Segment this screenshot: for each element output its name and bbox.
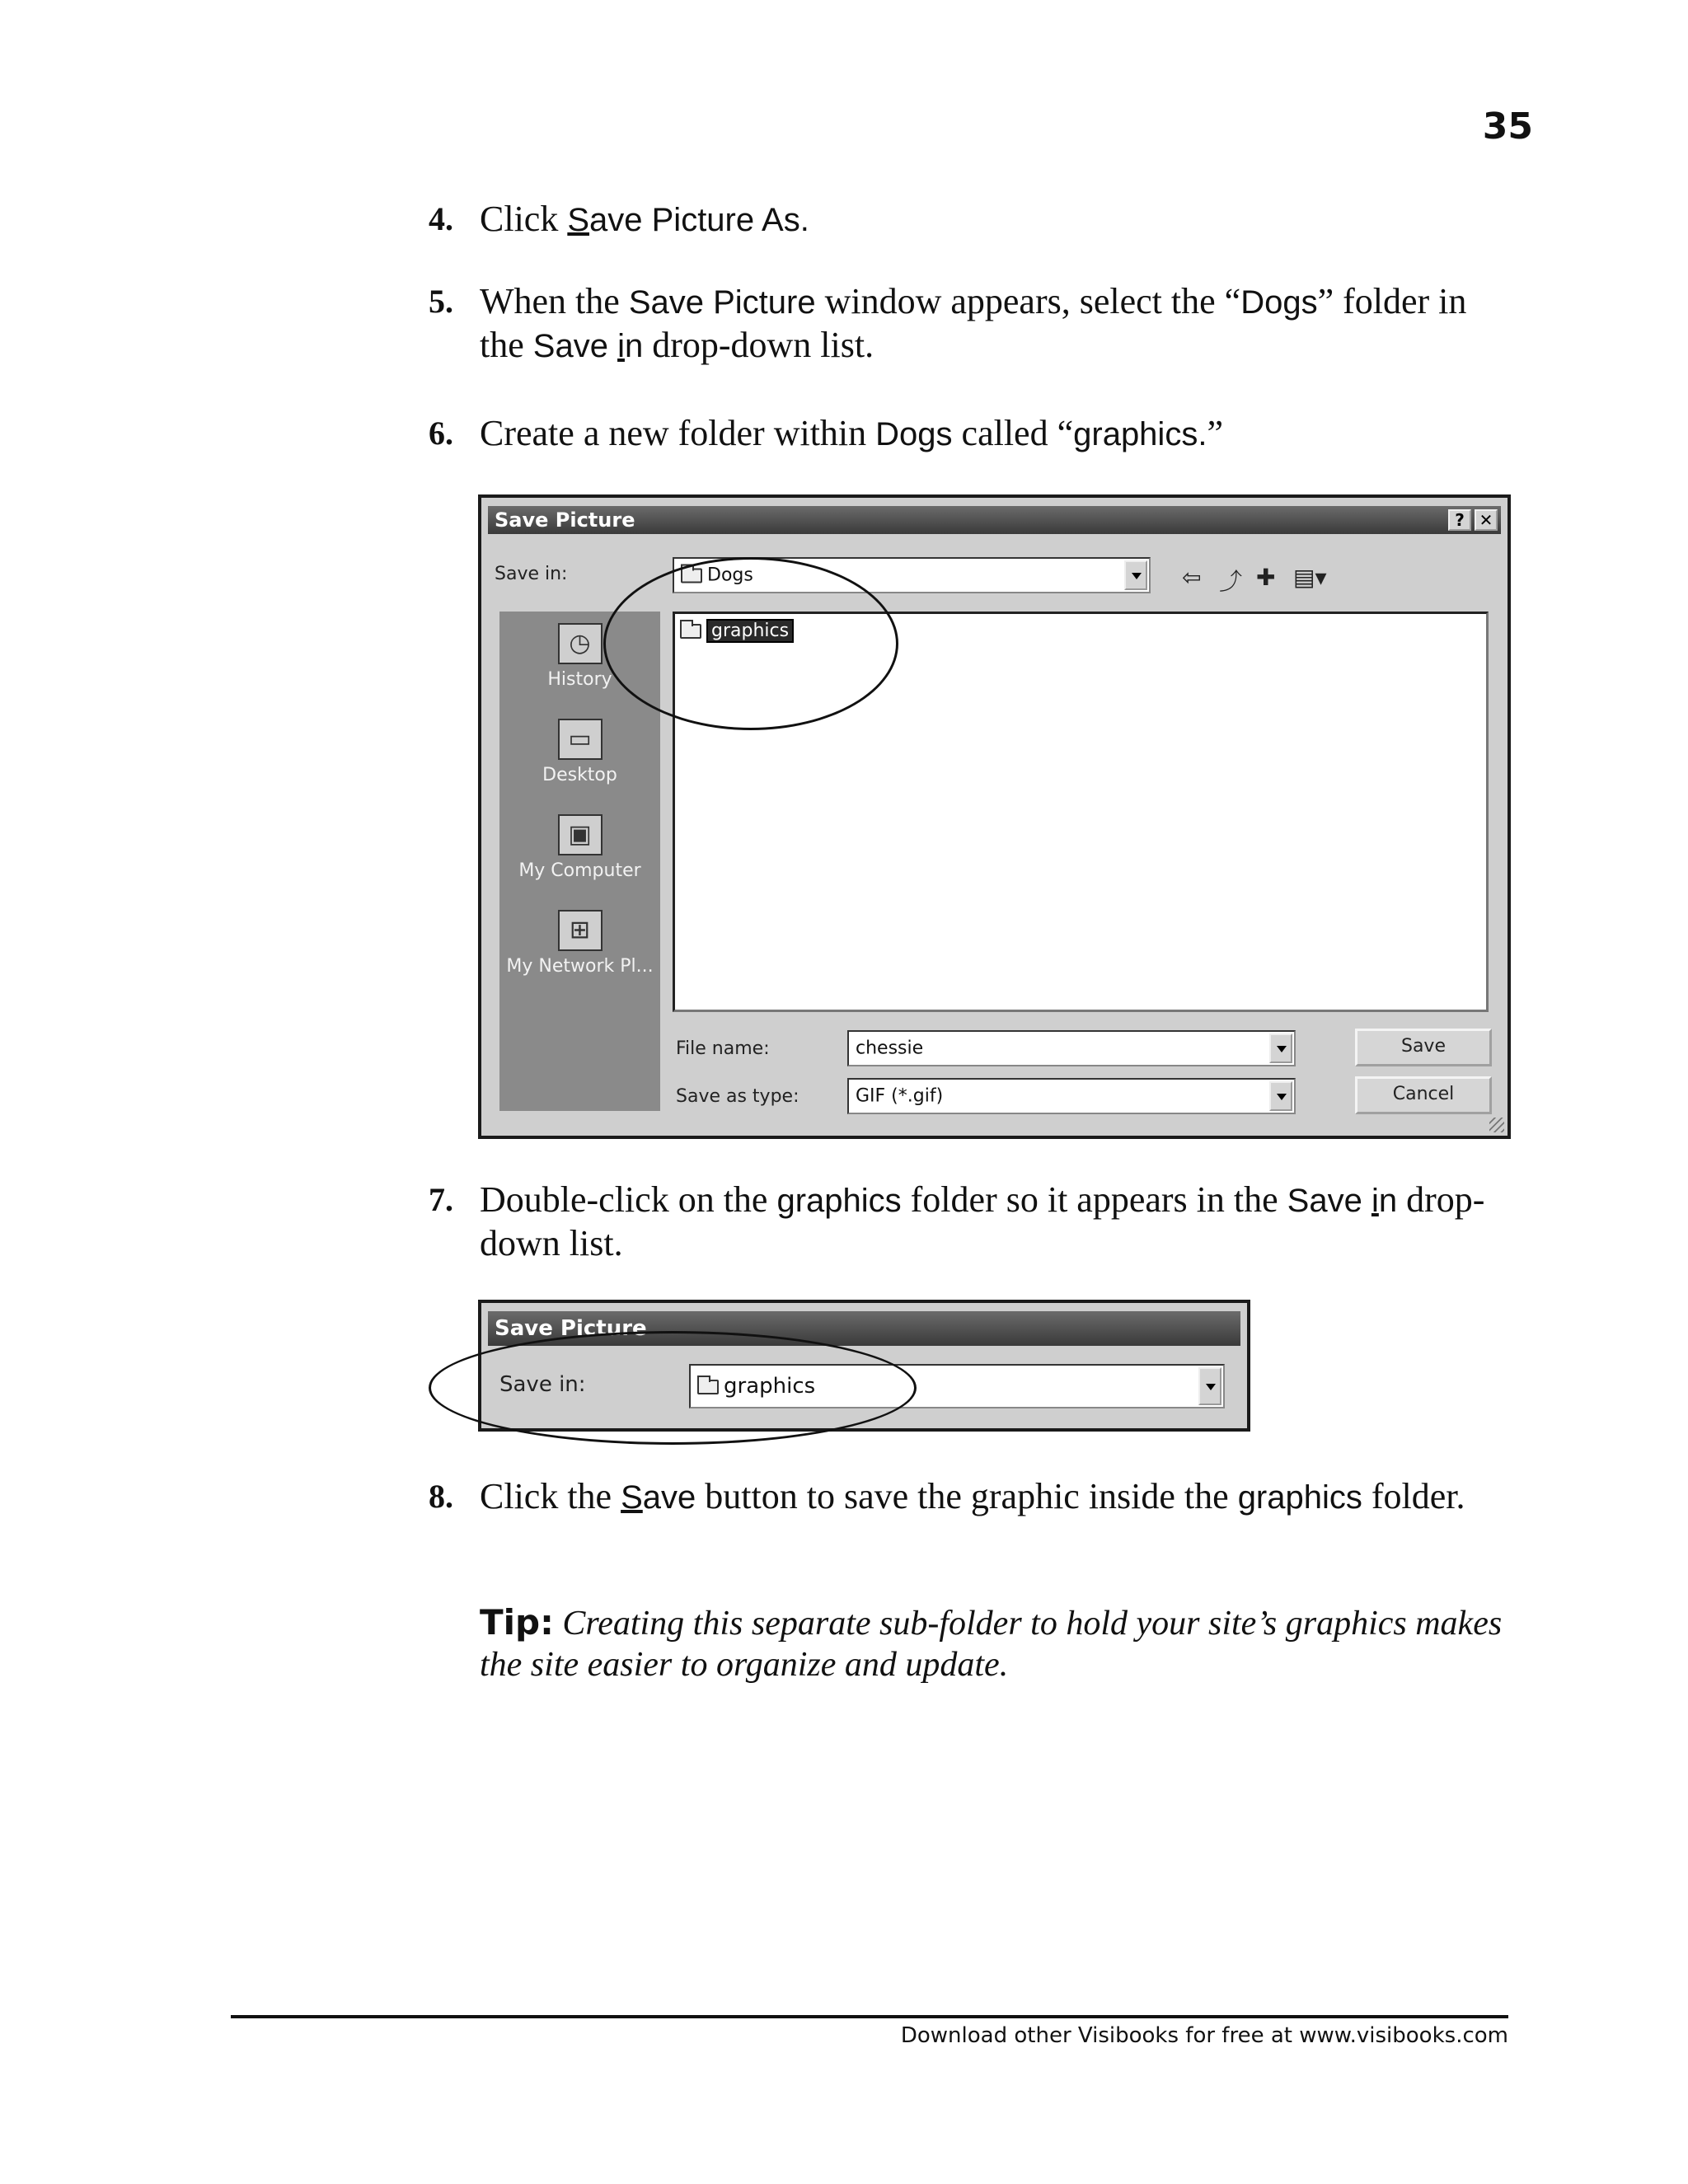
highlight-circle: [603, 557, 898, 730]
back-arrow-icon[interactable]: ⇦: [1182, 564, 1202, 591]
ui-term: graphics: [776, 1183, 902, 1219]
tip-text: Creating this separate sub-folder to hold your site’s graphics makes the site easier to organize and update.: [480, 1605, 1503, 1684]
step-text: folder so it appears in the: [901, 1179, 1287, 1220]
file-name-label: File name:: [676, 1038, 770, 1059]
footer-rule: [231, 2015, 1508, 2018]
dropdown-arrow-icon[interactable]: [1269, 1081, 1292, 1111]
save-in-value: graphics: [724, 1374, 816, 1399]
step-text: drop-down list.: [643, 325, 874, 365]
menu-item-name: ave Picture As.: [589, 202, 809, 238]
network-icon: ⊞: [558, 910, 603, 951]
computer-icon: ▣: [558, 814, 603, 855]
step-8: [429, 1475, 1508, 1519]
save-button[interactable]: Save: [1355, 1029, 1492, 1066]
save-in-value: Dogs: [707, 565, 753, 586]
dialog-title-bar: [488, 506, 1501, 534]
footer-text: Download other Visibooks for free at www.visibooks.com: [900, 2023, 1508, 2048]
ui-mnemonic: i: [1371, 1183, 1379, 1219]
step-text: ” folder in the: [480, 281, 1467, 365]
page-number: 35: [1482, 105, 1533, 148]
ui-term: Save: [1287, 1183, 1372, 1219]
step-4: [429, 198, 1508, 241]
tip-label: Tip:: [480, 1602, 554, 1643]
menu-mnemonic: S: [567, 202, 590, 238]
save-picture-dialog: [478, 494, 1511, 1139]
place-my-computer[interactable]: [499, 814, 660, 881]
help-button[interactable]: ?: [1448, 509, 1471, 531]
step-number: 4.: [429, 200, 453, 237]
new-folder-icon[interactable]: ✚: [1256, 564, 1276, 591]
file-name-field[interactable]: [847, 1030, 1296, 1066]
step-text: window appears, select the “: [815, 281, 1241, 321]
save-type-dropdown[interactable]: [847, 1078, 1296, 1114]
save-in-label: Save in:: [495, 564, 568, 584]
step-text: folder.: [1362, 1476, 1465, 1516]
step-5: [429, 280, 1508, 368]
step-text: called “: [952, 413, 1074, 453]
resize-grip[interactable]: [1489, 1118, 1504, 1132]
ui-term: graphics.: [1073, 416, 1207, 452]
ui-mnemonic: S: [621, 1479, 643, 1516]
ui-term: ave: [642, 1479, 696, 1516]
dropdown-arrow-icon[interactable]: [1269, 1033, 1292, 1063]
save-in-label: Save in:: [499, 1372, 586, 1397]
dialog-title: Save Picture: [495, 509, 635, 532]
place-label: My Computer: [518, 860, 641, 881]
ui-term: n: [1378, 1183, 1398, 1219]
file-name-value: chessie: [856, 1038, 924, 1059]
step-text: Click the: [480, 1476, 621, 1516]
step-7: [429, 1179, 1508, 1265]
step-text: ”: [1207, 413, 1223, 453]
step-number: 5.: [429, 283, 453, 320]
place-label: Desktop: [542, 765, 617, 785]
history-icon: ◷: [558, 623, 603, 664]
ui-term: Dogs: [1240, 284, 1318, 321]
up-folder-icon[interactable]: ⤴: [1219, 568, 1243, 595]
step-text: Double-click on the: [480, 1179, 777, 1220]
ui-mnemonic: i: [617, 328, 625, 364]
step-number: 6.: [429, 415, 453, 452]
step-text: drop-down list.: [480, 1179, 1485, 1263]
step-6: [429, 412, 1508, 456]
cancel-button[interactable]: Cancel: [1355, 1076, 1492, 1114]
save-type-label: Save as type:: [676, 1086, 799, 1107]
dialog-title: Save Picture: [495, 1316, 647, 1341]
save-type-value: GIF (*.gif): [856, 1085, 944, 1107]
place-desktop[interactable]: [499, 719, 660, 785]
ui-term: n: [624, 328, 644, 364]
place-my-network[interactable]: [499, 910, 660, 977]
ui-term: Save: [532, 328, 618, 364]
close-button[interactable]: ✕: [1475, 509, 1498, 531]
view-menu-icon[interactable]: ▤▾: [1293, 564, 1327, 591]
ui-term: graphics: [1237, 1479, 1362, 1516]
ui-term: Dogs: [875, 416, 953, 452]
folder-name-edit[interactable]: graphics: [706, 619, 794, 643]
step-text: button to save the graphic inside the: [696, 1476, 1238, 1516]
dropdown-arrow-icon[interactable]: [1198, 1367, 1221, 1405]
dropdown-arrow-icon[interactable]: [1124, 560, 1147, 590]
desktop-icon: ▭: [558, 719, 603, 760]
place-label: My Network Pl...: [506, 956, 654, 977]
step-text: When the: [480, 281, 629, 321]
tip-note: [480, 1602, 1526, 1685]
ui-term: Save Picture: [628, 284, 816, 321]
step-number: 7.: [429, 1181, 453, 1218]
step-number: 8.: [429, 1478, 453, 1515]
highlight-circle: [429, 1331, 917, 1445]
step-text: Create a new folder within: [480, 413, 876, 453]
step-text: Click: [480, 199, 568, 239]
place-label: History: [547, 669, 612, 690]
